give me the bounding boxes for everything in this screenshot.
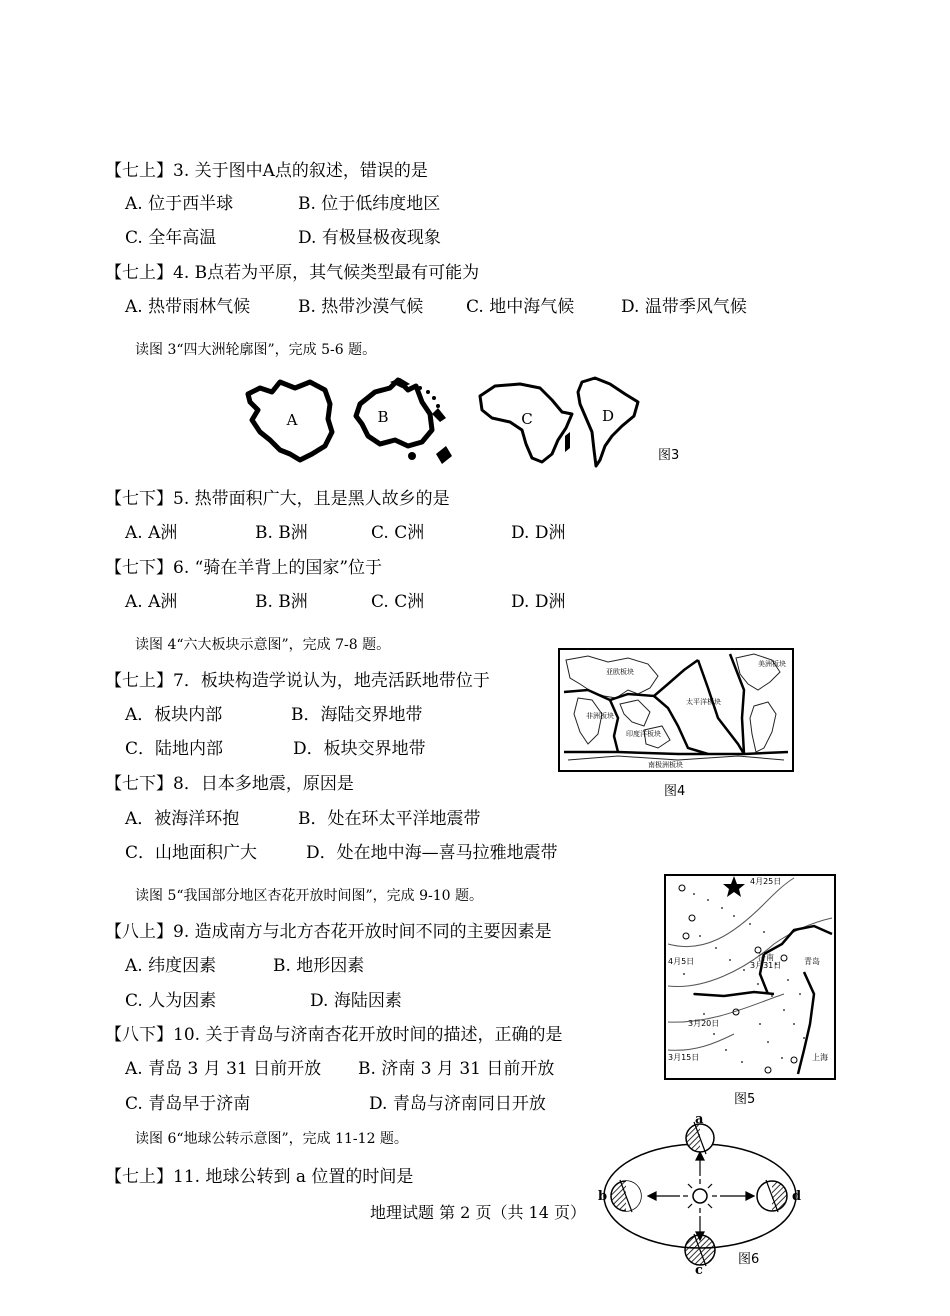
- question-10-option-c: C. 青岛早于济南: [125, 1094, 251, 1114]
- question-9-option-d: D. 海陆因素: [310, 991, 402, 1011]
- question-6-stem: 【七下】6. “骑在羊背上的国家”位于: [105, 558, 383, 578]
- question-10-option-b: B. 济南 3 月 31 日前开放: [358, 1059, 555, 1079]
- question-8-option-d: D．处在地中海—喜马拉雅地震带: [306, 843, 558, 863]
- question-8-option-c: C．山地面积广大: [125, 843, 258, 863]
- plate-label-african: 非洲板块: [586, 712, 614, 720]
- page-footer: 地理试题 第 2 页（共 14 页）: [370, 1203, 586, 1222]
- question-3-option-d: D. 有极昼极夜现象: [298, 228, 441, 248]
- question-3-option-b: B. 位于低纬度地区: [298, 194, 441, 214]
- question-9-option-b: B. 地形因素: [273, 956, 365, 976]
- question-3-stem: 【七上】3. 关于图中A点的叙述，错误的是: [105, 161, 428, 181]
- question-7-option-a: A．板块内部: [125, 705, 223, 725]
- figure-5-caption: 图5: [734, 1092, 756, 1107]
- city-label-qingdao: 青岛: [804, 957, 820, 966]
- figure-6-caption: 图6: [738, 1252, 760, 1267]
- question-7-stem: 【七上】7．板块构造学说认为，地壳活跃地带位于: [105, 671, 490, 691]
- figure-4-intro: 读图 4“六大板块示意图”，完成 7-8 题。: [135, 637, 391, 653]
- question-4-option-b: B. 热带沙漠气候: [298, 297, 424, 317]
- figure-4-plates-map: [558, 648, 794, 772]
- question-4-option-a: A. 热带雨林气候: [125, 297, 251, 317]
- question-9-option-a: A. 纬度因素: [125, 956, 217, 976]
- figure-5-intro: 读图 5“我国部分地区杏花开放时间图”，完成 9-10 题。: [135, 888, 484, 904]
- isoline-label-mar31: 3月31日: [750, 961, 782, 970]
- question-6-option-c: C. C洲: [371, 592, 425, 612]
- question-9-stem: 【八上】9. 造成南方与北方杏花开放时间不同的主要因素是: [105, 922, 552, 942]
- question-6-option-d: D. D洲: [511, 592, 566, 612]
- question-6-option-b: B. B洲: [255, 592, 308, 612]
- question-9-option-c: C. 人为因素: [125, 991, 217, 1011]
- figure-6-intro: 读图 6“地球公转示意图”，完成 11-12 题。: [135, 1131, 408, 1147]
- earth-position-b-icon: [611, 1180, 641, 1212]
- question-7-option-c: C．陆地内部: [125, 739, 224, 759]
- figure-3-intro: 读图 3“四大洲轮廓图”，完成 5-6 题。: [135, 342, 377, 358]
- sun-icon: [683, 1179, 717, 1213]
- continent-c-label: C: [521, 410, 533, 428]
- question-4-stem: 【七上】4. B点若为平原，其气候类型最有可能为: [105, 263, 480, 283]
- plate-label-pacific: 太平洋板块: [686, 698, 721, 706]
- question-4-option-c: C. 地中海气候: [466, 297, 575, 317]
- question-6-option-a: A. A洲: [125, 592, 178, 612]
- plate-label-indian: 印度洋板块: [626, 730, 661, 738]
- isoline-label-apr25: 4月25日: [750, 877, 782, 886]
- question-8-option-b: B．处在环太平洋地震带: [298, 809, 481, 829]
- plate-label-antarctic: 南极洲板块: [648, 761, 683, 769]
- question-7-option-d: D．板块交界地带: [293, 739, 426, 759]
- question-10-option-a: A. 青岛 3 月 31 日前开放: [125, 1059, 322, 1079]
- continent-d-label: D: [601, 407, 615, 425]
- figure-4-caption: 图4: [664, 784, 686, 799]
- question-8-option-a: A．被海洋环抱: [125, 809, 240, 829]
- earth-position-d-icon: [757, 1180, 787, 1212]
- question-8-stem: 【七下】8．日本多地震，原因是: [105, 774, 354, 794]
- figure-3-caption: 图3: [658, 448, 680, 463]
- isoline-label-apr5: 4月5日: [668, 957, 695, 966]
- question-3-option-c: C. 全年高温: [125, 228, 217, 248]
- earth-position-c-icon: [685, 1234, 715, 1266]
- city-label-shanghai: 上海: [812, 1053, 828, 1062]
- position-label-b: b: [598, 1189, 608, 1204]
- city-label-jinan: 济南: [758, 953, 774, 962]
- isoline-label-mar15: 3月15日: [668, 1053, 700, 1062]
- question-5-stem: 【七下】5. 热带面积广大，且是黑人故乡的是: [105, 489, 450, 509]
- figure-3-continents: [240, 374, 650, 470]
- figure-5-blossom-map: [664, 874, 836, 1080]
- position-label-d: d: [792, 1189, 802, 1204]
- question-5-option-c: C. C洲: [371, 523, 425, 543]
- continent-b-label: B: [377, 408, 389, 426]
- plate-label-american: 美洲板块: [758, 660, 786, 668]
- question-5-option-b: B. B洲: [255, 523, 308, 543]
- continent-a-label: A: [286, 411, 298, 429]
- plate-label-eurasian: 亚欧板块: [606, 668, 634, 676]
- figure-6-earth-revolution: [592, 1112, 812, 1276]
- question-4-option-d: D. 温带季风气候: [621, 297, 747, 317]
- question-3-option-a: A. 位于西半球: [125, 194, 234, 214]
- question-11-stem: 【七上】11. 地球公转到 a 位置的时间是: [105, 1167, 414, 1187]
- position-label-c: c: [695, 1263, 703, 1276]
- question-10-stem: 【八下】10. 关于青岛与济南杏花开放时间的描述，正确的是: [105, 1025, 563, 1045]
- question-5-option-d: D. D洲: [511, 523, 566, 543]
- position-label-a: a: [695, 1112, 704, 1127]
- isoline-label-mar20: 3月20日: [688, 1019, 720, 1028]
- question-10-option-d: D. 青岛与济南同日开放: [369, 1094, 546, 1114]
- question-7-option-b: B．海陆交界地带: [291, 705, 423, 725]
- question-5-option-a: A. A洲: [125, 523, 178, 543]
